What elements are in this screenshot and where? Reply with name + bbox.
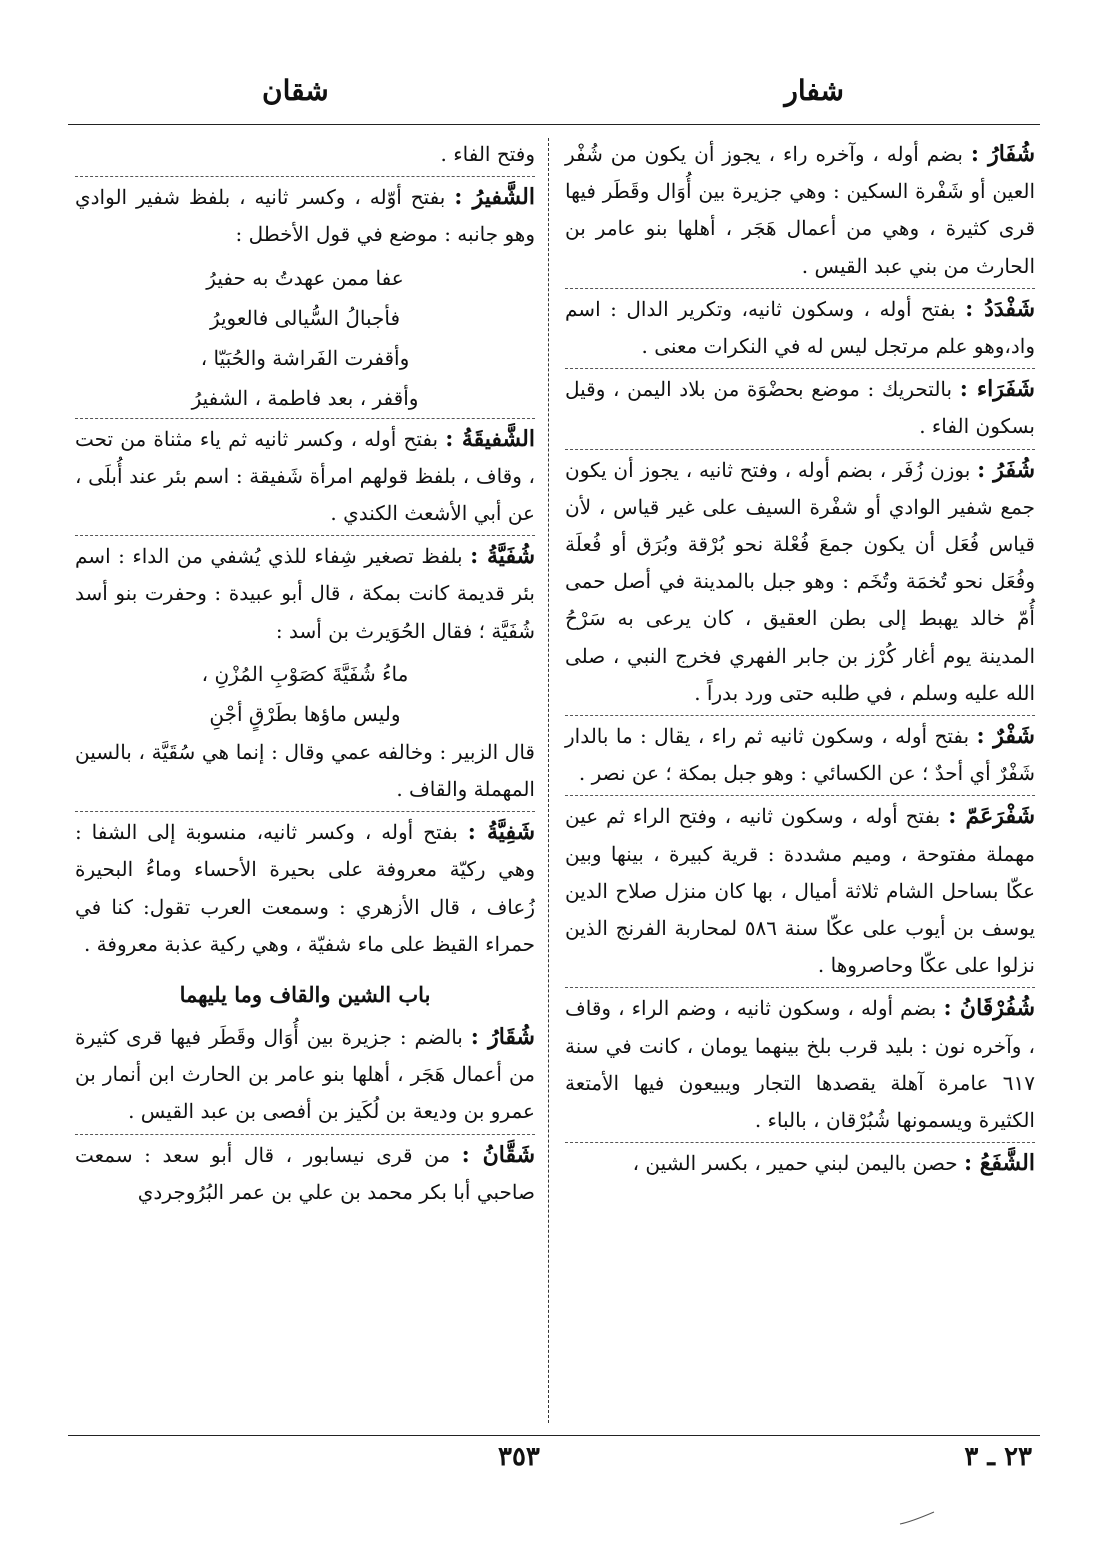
verse-block xyxy=(75,258,535,419)
header-rule xyxy=(68,124,1040,125)
entry-headword: شَفْرَعَمّ : xyxy=(948,803,1036,830)
entry-text: بلفظ تصغير شِفاء للذي يُشفي من الداء : اسم بئر قديمة كانت بمكة ، قال أبو عبيدة : وحفرت بنو أسد شُفَيَّة ؛ فقال الحُوَيرث بن أسد : xyxy=(75,544,535,643)
continuation-text: وفتح الفاء . xyxy=(75,136,535,177)
right-column xyxy=(565,136,1035,1186)
entry xyxy=(565,452,1035,716)
entry-headword: الشَّفَعُ : xyxy=(963,1150,1035,1177)
running-header-right: شفار xyxy=(784,74,844,107)
entry-headword: شَفَرَاء : xyxy=(959,376,1035,403)
entry xyxy=(75,814,535,967)
entry xyxy=(75,538,535,654)
page-number: ٣٥٣ xyxy=(498,1442,540,1472)
entry-text: بضم أوله ، وآخره راء ، يجوز أن يكون من شُفْر العين أو شَفْرة السكين : وهي جزيرة بين أُوَال وقَطَر فيها قرى كثيرة ، وهي من أعمال هَجَر ، أهلها بنو عامر بن الحارث من بني عبد القيس . xyxy=(565,142,1035,278)
entry-headword: شُفَارُ : xyxy=(970,141,1036,167)
entry-text: بفتح أوله ، وسكون ثانيه، وتكرير الدال : اسم واد،وهو علم مرتجل ليس له في النكرات معنى . xyxy=(565,296,1035,359)
entry xyxy=(75,421,535,537)
entry-headword: شَفْرٌ : xyxy=(976,723,1035,750)
section-title: باب الشين والقاف وما يليهما xyxy=(179,982,431,1008)
left-column xyxy=(75,136,535,1215)
entry-headword: شُفَرُ : xyxy=(977,456,1036,483)
entry-headword: شُقَارُ : xyxy=(470,1024,535,1051)
entry xyxy=(75,1137,535,1215)
verse-line: وأقفر ، بعد فاطمة ، الشفيرُ xyxy=(191,385,419,410)
entry xyxy=(75,1019,535,1135)
verse-line: وأقفرت الفَراشة والحُبَيّا ، xyxy=(200,345,410,370)
entry-text: بالضم : جزيرة بين أُوَال وقَطَر فيها قرى كثيرة من أعمال هَجَر ، أهلها بنو عامر بن الحارث ابن أنمار بن عمرو بن وديعة بن لُكَيز بن أفصى بن عبد القيس . xyxy=(75,1025,535,1124)
signature-mark: ٢٣ ـ ٣ xyxy=(964,1442,1032,1472)
entry-text: بفتح أوّله ، وكسر ثانيه ، بلفظ شفير الوادي وهو جانبه : موضع في قول الأخطل : xyxy=(75,185,535,247)
entry xyxy=(565,718,1035,796)
verse-line: فأجبالُ السُّيالى فالعويرُ xyxy=(209,305,401,330)
entry-headword: شَقَّانُ : xyxy=(461,1141,536,1168)
entry-text: بالتحريك : موضع بحضْوَة من بلاد اليمن ، وقيل بسكون الفاء . xyxy=(565,377,1035,439)
entry-text: قال الزبير : وخالفه عمي وقال : إنما هي سُقَيَّة ، بالسين المهملة والقاف . xyxy=(75,734,535,812)
entry-headword: شَفْدَدُ : xyxy=(965,295,1035,322)
entry-headword: شُفُرْقَانُ : xyxy=(943,995,1036,1022)
verse-line: عفا ممن عهدتُ به حفيرُ xyxy=(206,265,404,290)
entry-text: حصن باليمن لبني حمير ، بكسر الشين ، xyxy=(632,1151,958,1176)
column-divider xyxy=(548,138,549,1423)
entry xyxy=(565,136,1035,289)
entry-headword: شُفَيَّةُ : xyxy=(470,543,536,570)
entry xyxy=(565,291,1035,369)
entry-text: بضم أوله ، وسكون ثانيه ، وضم الراء ، وقاف ، وآخره نون : بليد قرب بلخ بينهما يومان ، كانت في سنة ٦١٧ عامرة آهلة يقصدها التجار ويبيعون فيها الأمتعة الكثيرة ويسمونها شُبُرْقان ، بالباء . xyxy=(565,996,1035,1133)
entry xyxy=(565,990,1035,1143)
entry-headword: شَفِيَّةُ : xyxy=(467,819,536,846)
entry xyxy=(565,371,1035,449)
running-header-left: شقان xyxy=(262,74,329,107)
entry-text: بوزن زُفَر ، بضم أوله ، وفتح ثانيه ، يجوز أن يكون جمع شفير الوادي أو شفْرة السيف على غير قياس ، لأن قياس فُعَل أن يكون جمعَ فُعْلة نحو بُرْقة وبُرَق أو فُعلَة وفُعَل نحو تُخمَة وتُخَم : وهو جبل بالمدينة في أصل حمى أُمّ خالد يهبط إلى بطن العقيق ، كان يرعى به سَرْحُ المدينة يوم أغار كُرْز بن جابر الفهري فخرج النبي ، صلى الله عليه وسلم ، في طلبه حتى ورد بدراً . xyxy=(565,457,1035,705)
entry-text: بفتح أوله ، وسكون ثانيه ، وفتح الراء ثم عين مهملة مفتوحة ، وميم مشددة : قرية كبيرة ، بينها وبين عكّا بساحل الشام ثلاثة أميال ، بها كان منزل صلاح الدين يوسف بن أيوب على عكّا سنة ٥٨٦ لمحاربة الفرنج الذين نزلوا على عكّا وحاصروها . xyxy=(565,804,1036,978)
verse-line: وليس ماؤها بطَرْقٍ أجْنِ xyxy=(209,701,401,726)
entry-headword: الشَّفيقَةُ : xyxy=(445,425,535,452)
entry-text: بفتح أوله ، وسكون ثانيه ثم راء ، يقال : ما بالدار شَفْرٌ أي أحدٌ ؛ عن الكسائي : وهو جبل بمكة ؛ عن نصر . xyxy=(565,724,1035,786)
entry xyxy=(565,798,1035,988)
entry-text: بفتح أوله ، وكسر ثانيه ثم ياء مثناة من تحت ، وقاف ، بلفظ قولهم امرأة شَفيقة : اسم بئر عند أُبلَى ، عن أبي الأشعث الكندي . xyxy=(75,426,535,526)
verse-block xyxy=(75,654,535,734)
footer-rule xyxy=(68,1435,1040,1436)
entry-headword: الشَّفيرُ : xyxy=(454,184,535,211)
entry-text: من قرى نيسابور ، قال أبو سعد : سمعت صاحبي أبا بكر محمد بن علي بن عمر البُرُوجردي xyxy=(75,1142,535,1204)
pen-mark-icon xyxy=(898,1508,938,1528)
entry xyxy=(565,1145,1035,1186)
verse-line: ماءُ شُفَيَّةَ كصَوْبِ المُزْنِ ، xyxy=(201,661,409,686)
entry xyxy=(75,179,535,257)
entry-text: بفتح أوله ، وكسر ثانيه، منسوبة إلى الشفا : وهي ركيّة معروفة على بحيرة الأحساء وماءُ البحيرة زُعاف ، قال الأزهري : وسمعت العرب تقول: كنا في حمراء القيظ على ماء شفيّة ، وهي ركية عذبة معروفة . xyxy=(75,820,535,956)
